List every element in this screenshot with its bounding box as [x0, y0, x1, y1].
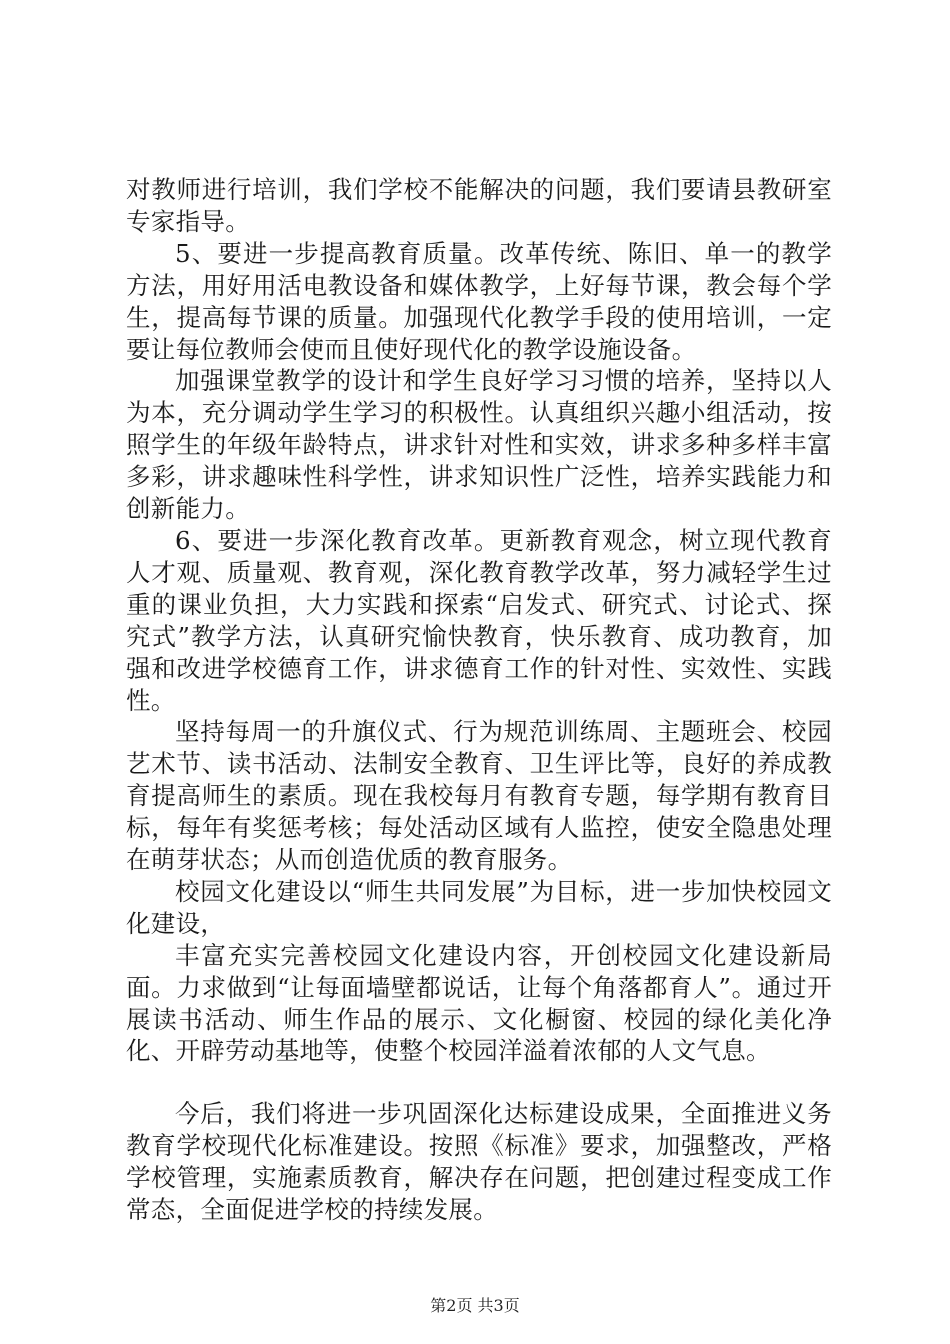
paragraph-campus-culture-goal: 校园文化建设以“师生共同发展”为目标，进一步加快校园文化建设，: [126, 876, 832, 938]
page-number-footer: 第2页 共3页: [430, 1296, 520, 1315]
paragraph-conclusion: 今后，我们将进一步巩固深化达标建设成果，全面推进义务教育学校现代化标准建设。按照《标准》要求，加强整改，严格学校管理，实施素质教育，解决存在问题，把创建过程变成工作常态，全面促进学校的持续发展。: [126, 1099, 832, 1225]
paragraph-spacer: [126, 1067, 832, 1098]
paragraph-item-5: 5、要进一步提高教育质量。改革传统、陈旧、单一的教学方法，用好用活电教设备和媒体教学，上好每节课，教会每个学生，提高每节课的质量。加强现代化教学手段的使用培训，一定要让每位教师会使而且使好现代化的教学设施设备。: [126, 238, 832, 364]
paragraph-campus-culture-content: 丰富充实完善校园文化建设内容，开创校园文化建设新局面。力求做到“让每面墙壁都说话，让每个角落都育人”。通过开展读书活动、师生作品的展示、文化橱窗、校园的绿化美化净化、开辟劳动基地等，使整个校园洋溢着浓郁的人文气息。: [126, 940, 832, 1066]
paragraph-classroom-teaching: 加强课堂教学的设计和学生良好学习习惯的培养，坚持以人为本，充分调动学生学习的积极性。认真组织兴趣小组活动，按照学生的年级年龄特点，讲求针对性和实效，讲求多种多样丰富多彩，讲求趣味性科学性，讲求知识性广泛性，培养实践能力和创新能力。: [126, 366, 832, 524]
paragraph-item-6: 6、要进一步深化教育改革。更新教育观念，树立现代教育人才观、质量观、教育观，深化教育教学改革，努力减轻学生过重的课业负担，大力实践和探索“启发式、研究式、讨论式、探究式”教学方法，认真研究愉快教育，快乐教育、成功教育，加强和改进学校德育工作，讲求德育工作的针对性、实效性、实践性。: [126, 525, 832, 715]
paragraph-continuation: 对教师进行培训，我们学校不能解决的问题，我们要请县教研室专家指导。: [126, 175, 832, 236]
document-body: [126, 174, 832, 1226]
paragraph-moral-education: 坚持每周一的升旗仪式、行为规范训练周、主题班会、校园艺术节、读书活动、法制安全教育、卫生评比等，良好的养成教育提高师生的素质。现在我校每月有教育专题，每学期有教育目标，每年有奖惩考核；每处活动区域有人监控，使安全隐患处理在萌芽状态；从而创造优质的教育服务。: [126, 717, 832, 875]
